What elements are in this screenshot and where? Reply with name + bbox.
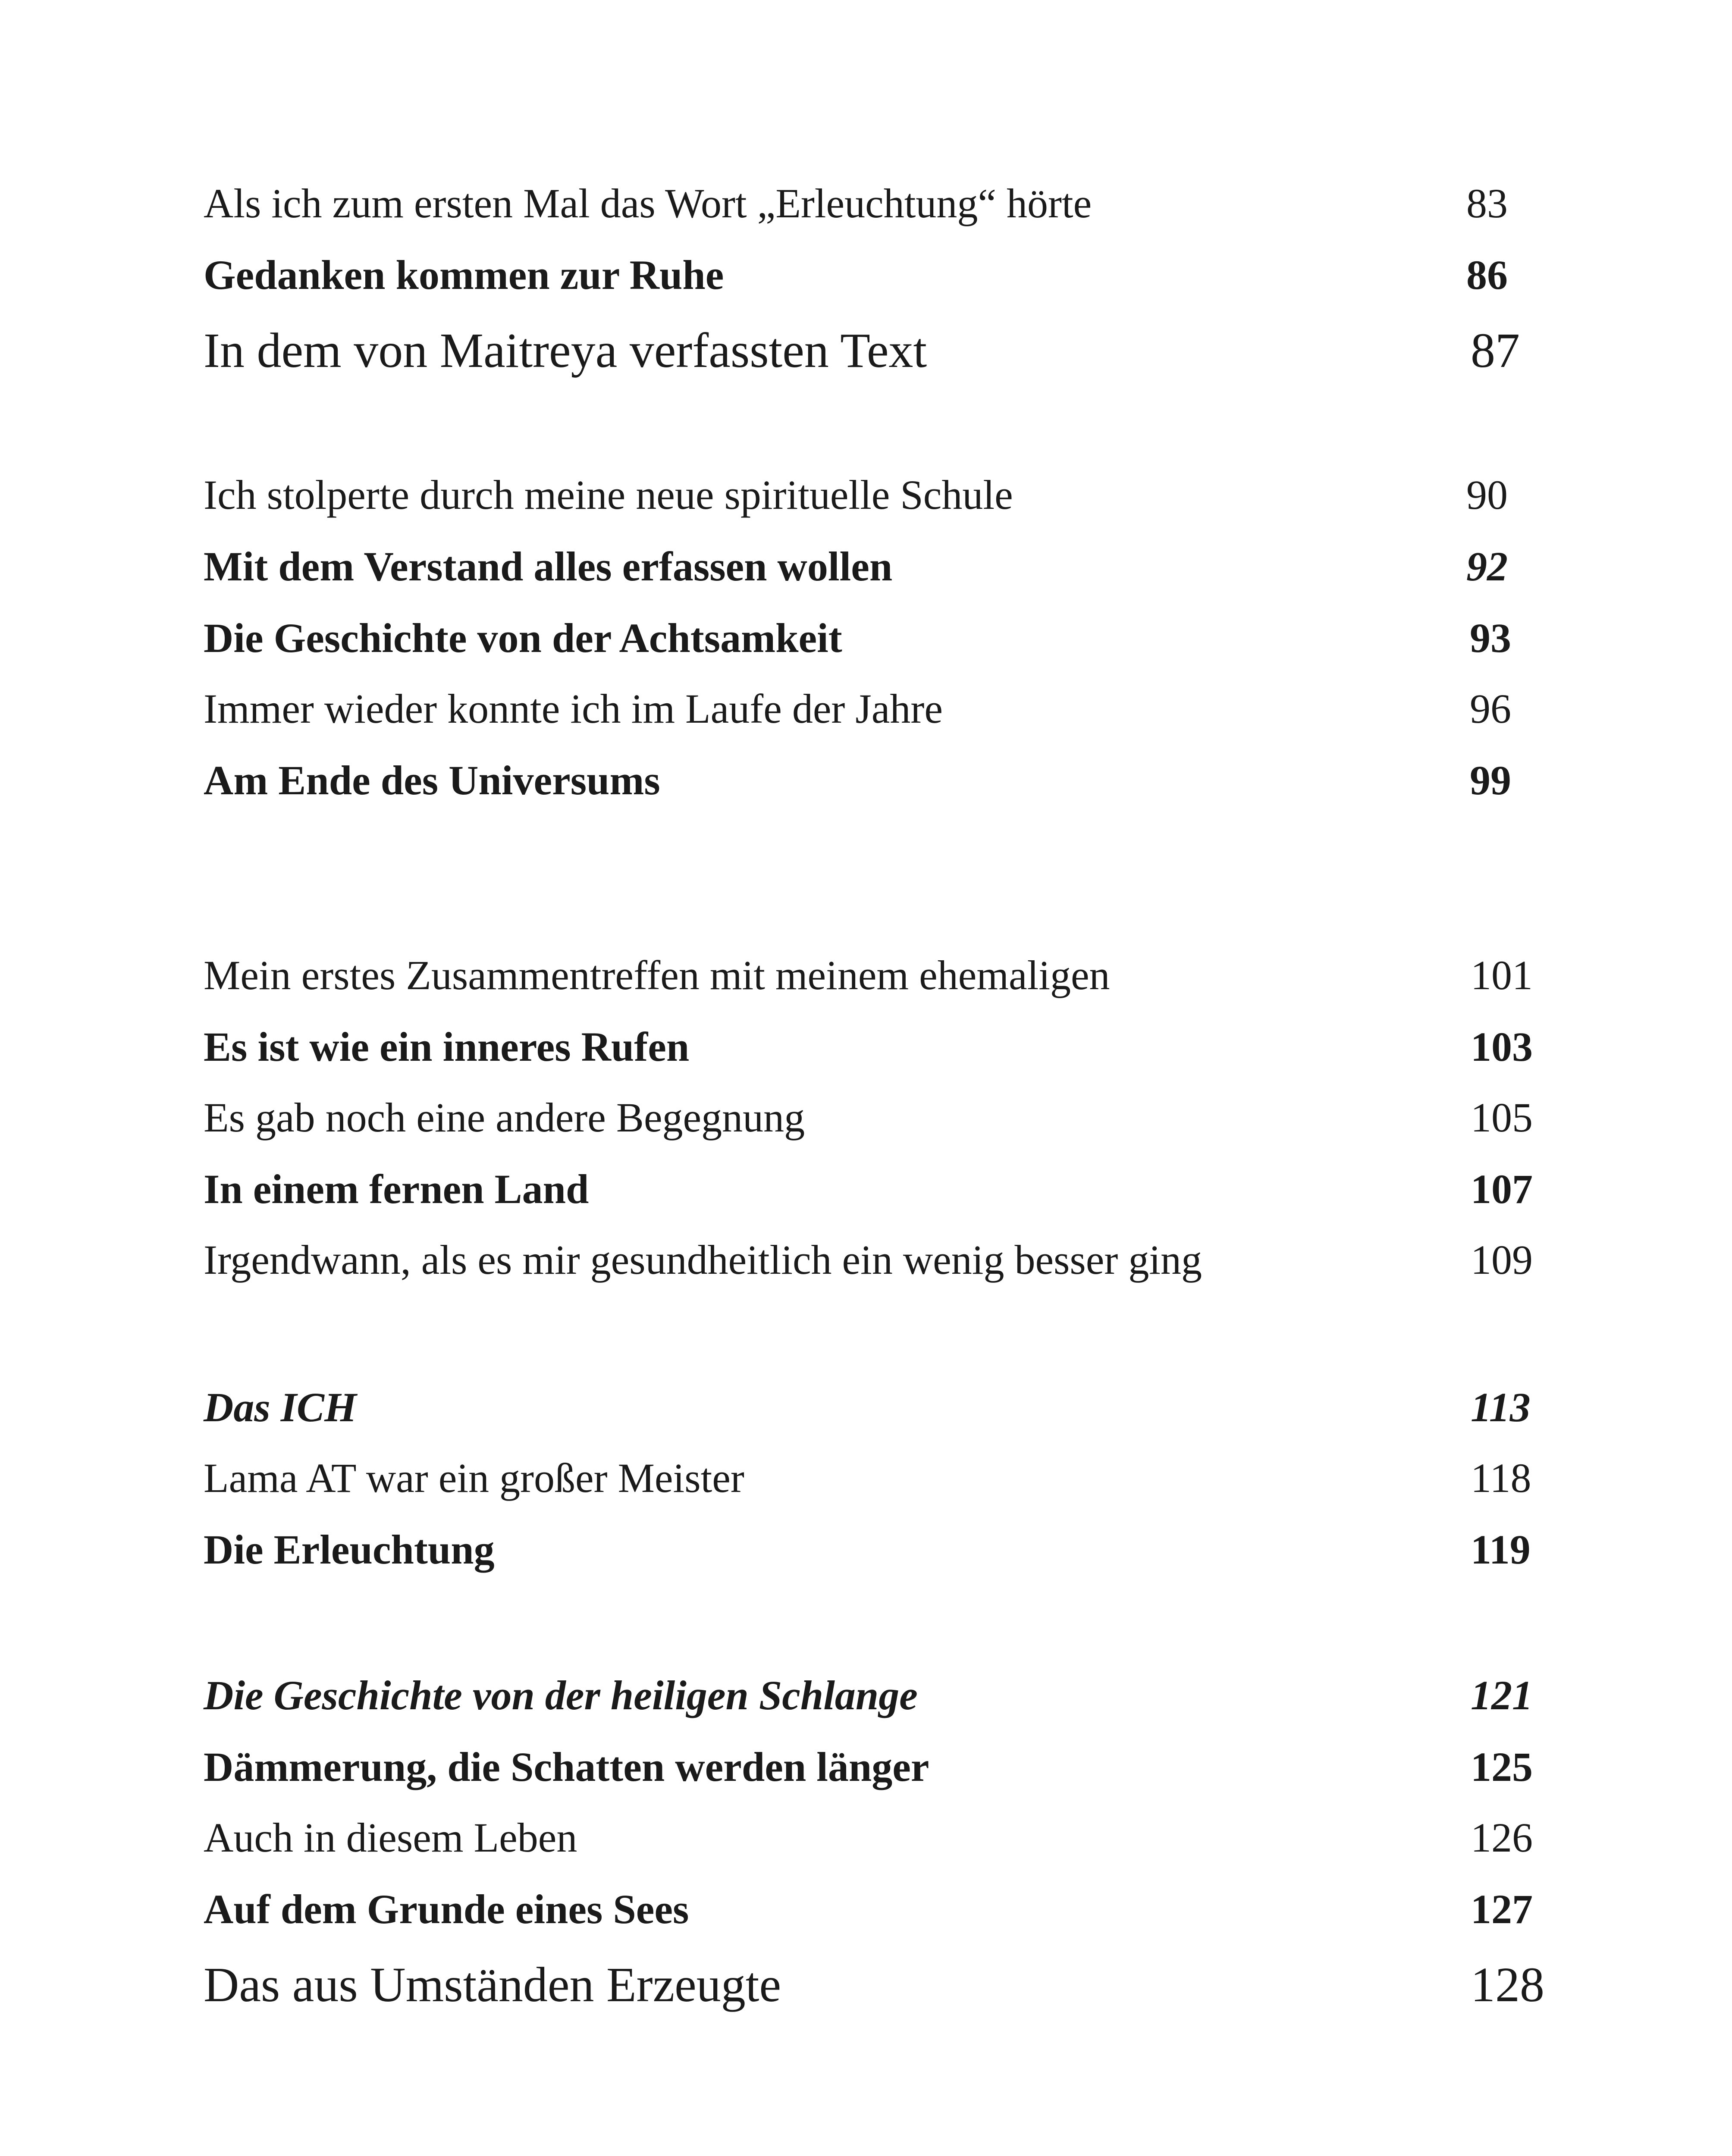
toc-entry-page: 127 bbox=[1471, 1886, 1533, 1932]
toc-entry-page: 92 bbox=[1466, 543, 1508, 589]
toc-entry-page: 83 bbox=[1466, 180, 1508, 226]
toc-entry bbox=[0, 669, 1732, 730]
toc-entry bbox=[0, 1949, 1732, 2012]
toc-entry-title: Mit dem Verstand alles erfassen wollen bbox=[204, 543, 893, 589]
toc-entry bbox=[0, 235, 1732, 296]
toc-entry-title: Das aus Umständen Erzeugte bbox=[204, 1957, 781, 2012]
toc-entry-page: 107 bbox=[1471, 1166, 1533, 1212]
toc-entry bbox=[0, 1438, 1732, 1499]
toc-entry-title: Gedanken kommen zur Ruhe bbox=[204, 252, 724, 298]
toc-entry bbox=[0, 741, 1732, 801]
toc-entry-page: 96 bbox=[1470, 686, 1511, 732]
toc-entry-title: In dem von Maitreya verfassten Text bbox=[204, 323, 927, 378]
toc-entry-page: 99 bbox=[1470, 757, 1511, 803]
toc-entry bbox=[0, 1656, 1732, 1716]
toc-entry-page: 105 bbox=[1471, 1094, 1533, 1141]
toc-entry bbox=[0, 936, 1732, 996]
toc-entry-title: Irgendwann, als es mir gesundheitlich ein wenig besser ging bbox=[204, 1237, 1202, 1283]
toc-entry-title: Auf dem Grunde eines Sees bbox=[204, 1886, 689, 1932]
toc-entry-title: Die Geschichte von der heiligen Schlange bbox=[204, 1672, 918, 1718]
toc-entry-title: In einem fernen Land bbox=[204, 1166, 589, 1212]
toc-entry-title: Die Erleuchtung bbox=[204, 1526, 495, 1573]
toc-entry bbox=[0, 455, 1732, 516]
toc-entry bbox=[0, 527, 1732, 587]
toc-entry-title: Mein erstes Zusammentreffen mit meinem ehemaligen bbox=[204, 952, 1110, 998]
toc-entry-title: Dämmerung, die Schatten werden länger bbox=[204, 1744, 929, 1790]
toc-entry bbox=[0, 1510, 1732, 1573]
toc-entry-title: Es ist wie ein inneres Rufen bbox=[204, 1024, 690, 1070]
toc-entry-title: Immer wieder konnte ich im Laufe der Jahre bbox=[204, 686, 943, 732]
toc-entry-page: 90 bbox=[1466, 472, 1508, 518]
toc-entry-page: 113 bbox=[1471, 1384, 1531, 1430]
toc-entry-page: 87 bbox=[1471, 323, 1520, 378]
toc-entry bbox=[0, 599, 1732, 659]
toc-entry-page: 103 bbox=[1471, 1024, 1533, 1070]
toc-entry-page: 86 bbox=[1466, 252, 1508, 298]
toc-entry bbox=[0, 1220, 1732, 1281]
toc-entry-page: 125 bbox=[1471, 1744, 1533, 1790]
toc-entry-title: Lama AT war ein großer Meister bbox=[204, 1455, 744, 1501]
toc-entry bbox=[0, 1798, 1732, 1861]
toc-entry-title: Die Geschichte von der Achtsamkeit bbox=[204, 615, 842, 661]
toc-entry-page: 93 bbox=[1470, 615, 1511, 661]
toc-entry-title: Als ich zum ersten Mal das Wort „Erleuchtung“ hörte bbox=[204, 180, 1092, 226]
toc-entry-page: 128 bbox=[1471, 1957, 1544, 2012]
toc-entry bbox=[0, 1078, 1732, 1141]
toc-entry bbox=[0, 1727, 1732, 1788]
toc-entry-page: 121 bbox=[1471, 1672, 1533, 1718]
toc-entry bbox=[0, 1368, 1732, 1428]
toc-entry-page: 119 bbox=[1471, 1526, 1531, 1573]
toc-entry bbox=[0, 1007, 1732, 1068]
toc-entry-page: 126 bbox=[1471, 1814, 1533, 1861]
toc-entry-page: 118 bbox=[1471, 1455, 1531, 1501]
toc-entry-title: Das ICH bbox=[204, 1384, 357, 1430]
toc-entry-page: 109 bbox=[1471, 1237, 1533, 1283]
toc-entry bbox=[0, 164, 1732, 224]
toc-entry-title: Es gab noch eine andere Begegnung bbox=[204, 1094, 805, 1141]
toc-entry bbox=[0, 1150, 1732, 1210]
toc-entry bbox=[0, 315, 1732, 378]
toc-entry-page: 101 bbox=[1471, 952, 1533, 998]
toc-entry-title: Auch in diesem Leben bbox=[204, 1814, 577, 1861]
toc-entry-title: Ich stolperte durch meine neue spirituelle Schule bbox=[204, 472, 1013, 518]
toc-entry bbox=[0, 1870, 1732, 1930]
toc-entry-title: Am Ende des Universums bbox=[204, 757, 660, 803]
